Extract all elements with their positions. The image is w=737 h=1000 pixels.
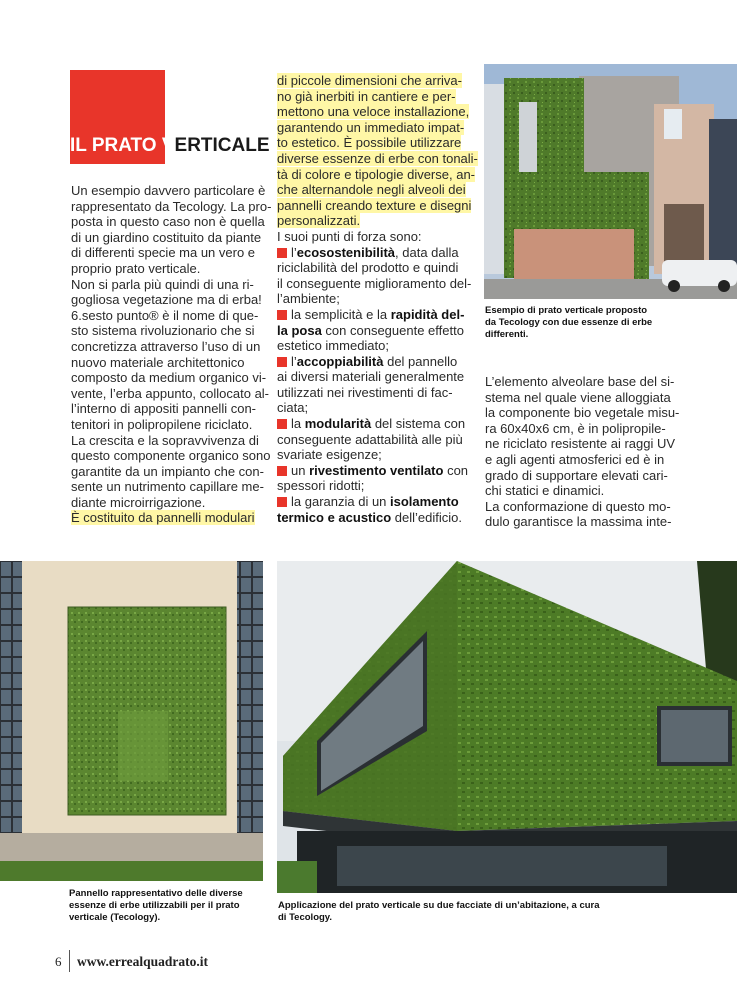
bullet-point-3: l’accoppiabilità del pannello (277, 354, 472, 370)
text-line: sente un nutrimento capillare me- (71, 479, 264, 495)
red-square-bullet-icon (277, 248, 287, 258)
text-line: sto sistema rivoluzionario che si (71, 323, 255, 339)
article-column-3 (485, 374, 680, 530)
house-vertical-lawn-photo (484, 64, 737, 299)
highlighted-text: pannelli creando texture e disegni (277, 197, 472, 213)
bullet-point-4: la modularità del sistema con (277, 416, 472, 432)
bullet-point-1: l’ecosostenibilità, data dalla (277, 245, 472, 261)
text-line: la componente bio vegetale misu- (485, 405, 680, 421)
text-line: garantite da un impianto che con- (71, 463, 264, 479)
text-line: La crescita e la sopravvivenza di (71, 432, 259, 448)
text-line: conseguente adattabilità alle più (277, 431, 463, 447)
highlighted-text: to estetico. È possibile utilizzare (277, 135, 462, 151)
text-line: stema nel quale viene alloggiata (485, 389, 671, 405)
text-line: di differenti specie ma un vero e (71, 245, 256, 261)
highlighted-text: garantendo un immediato impat- (277, 119, 465, 135)
highlighted-text: tà di colore e tipologie diverse, an- (277, 166, 476, 182)
text-line: spessori ridotti; (277, 478, 365, 494)
highlighted-text: no già inerbiti in cantiere e per- (277, 88, 456, 104)
text-line: posta in questo caso non è quella (71, 214, 265, 230)
text-line: riciclabilità del prodotto e quindi (277, 260, 459, 276)
highlighted-text: personalizzati. (277, 213, 361, 229)
text-line: l’interno di appositi pannelli con- (71, 401, 257, 417)
text-line: ciata; (277, 400, 309, 416)
text-line: chi statici e dinamici. (485, 483, 605, 499)
red-square-bullet-icon (277, 419, 287, 429)
text-line: questo componente organico sono (71, 448, 271, 464)
text-line: Non si parla più quindi di una ri- (71, 276, 254, 292)
panel-photo-caption: Pannello rappresentativo delle diverse essenze di erbe utilizzabili per il prato verticale (Tecology). (69, 888, 243, 923)
title-suffix: ERTICALE (174, 135, 270, 156)
footer-divider (69, 950, 70, 972)
red-square-bullet-icon (277, 466, 287, 476)
text-line: termico e acustico dell’edificio. (277, 509, 462, 525)
red-square-bullet-icon (277, 497, 287, 507)
website-link[interactable]: www.errealquadrato.it (77, 954, 208, 969)
text-line: gogliosa vegetazione ma di erba! (71, 292, 262, 308)
text-line: Un esempio davvero particolare è (71, 183, 266, 198)
text-line: l’ambiente; (277, 291, 340, 307)
highlighted-text: diverse essenze di erbe con tonali- (277, 150, 478, 166)
text-line: La conformazione di questo mo- (485, 498, 671, 514)
bullet-point-2: la semplicità e la rapidità del- (277, 307, 472, 323)
text-line: ai diversi materiali generalmente (277, 369, 465, 385)
article-title (70, 135, 270, 157)
article-column-2 (277, 73, 478, 525)
bullet-point-5: un rivestimento ventilato con (277, 463, 472, 479)
page-number: 6 (55, 954, 62, 969)
text-line: composto da medium organico vi- (71, 370, 267, 386)
text-line: ne riciclato resistente ai raggi UV (485, 436, 676, 452)
house-photo-caption: Esempio di prato verticale proposto da Tecology con due essenze di erbe differenti. (485, 305, 653, 340)
text-line: grado di supportare elevati cari- (485, 467, 668, 483)
text-line: L’elemento alveolare base del si- (485, 374, 675, 389)
red-square-bullet-icon (277, 310, 287, 320)
text-line: nuovo materiale architettonico (71, 354, 245, 370)
text-line: il conseguente miglioramento del- (277, 275, 472, 291)
text-line: rappresentato da Tecology. La pro- (71, 198, 272, 214)
text-line: utilizzati nei rivestimenti di fac- (277, 384, 453, 400)
green-building-photo (277, 561, 737, 893)
highlighted-text: mettono una veloce installazione, (277, 104, 470, 120)
text-line: vente, l’erba appunto, collocato al- (71, 385, 270, 401)
highlighted-text: di piccole dimensioni che arriva- (277, 73, 462, 88)
grass-panel-photo (0, 561, 263, 881)
highlighted-text: che alternandole negli alveoli dei (277, 182, 466, 198)
text-line: 6.sesto punto® è il nome di que- (71, 307, 259, 323)
text-line: proprio prato verticale. (71, 260, 201, 276)
text-line: diante microirrigazione. (71, 494, 206, 510)
red-square-bullet-icon (277, 357, 287, 367)
highlighted-text: È costituito da pannelli modulari (71, 510, 255, 526)
text-line: ra 60x40x6 cm, è in polipropile- (485, 420, 666, 436)
text-line: la posa con conseguente effetto (277, 322, 464, 338)
text-line: dulo garantisce la massima inte- (485, 514, 672, 530)
text-line: e agli agenti atmosferici ed è in (485, 451, 665, 467)
bullet-point-6: la garanzia di un isolamento (277, 494, 472, 510)
strengths-intro: I suoi punti di forza sono: (277, 228, 422, 244)
text-line: di un giardino costituito da piante (71, 229, 262, 245)
text-line: tenitori in polipropilene riciclato. (71, 416, 253, 432)
text-line: concretizza attraverso l’uso di un (71, 338, 261, 354)
article-column-1 (71, 183, 272, 526)
title-prefix: IL PRATO V (70, 135, 175, 156)
building-photo-caption: Applicazione del prato verticale su due facciate di un’abitazione, a cura di Tecology. (278, 900, 600, 923)
text-line: estetico immediato; (277, 338, 389, 354)
text-line: svariate esigenze; (277, 447, 382, 463)
